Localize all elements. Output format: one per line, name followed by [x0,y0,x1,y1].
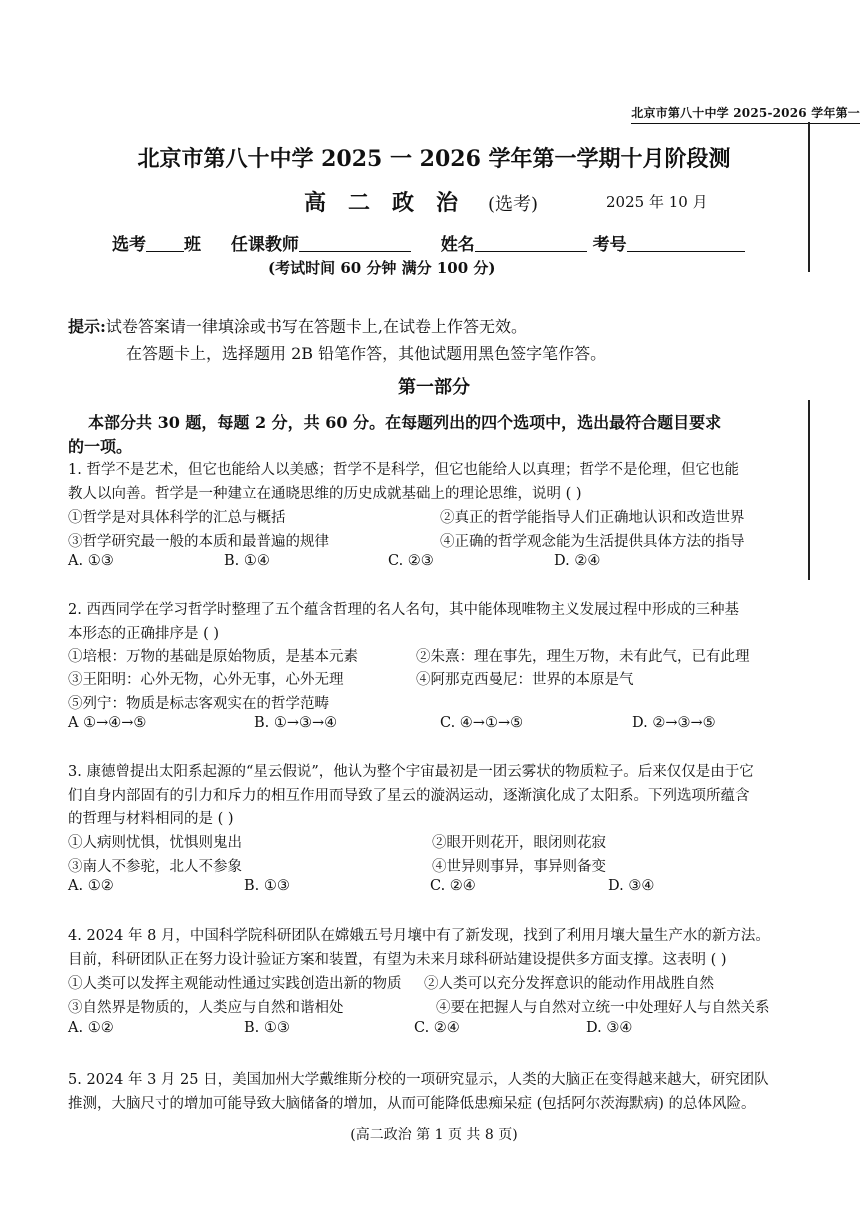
option-d: D. ②④ [554,553,601,569]
tip-label: 提示: [68,317,106,336]
subject-title: 高二政治 [304,190,481,216]
page-footer: (高二政治 第 1 页 共 8 页) [350,1127,518,1143]
question-line: 5. 2024 年 3 月 25 日，美国加州大学戴维斯分校的一项研究显示，人类的大脑正在变得越来越大，研究团队 [68,1072,769,1088]
option-b: B. ①③ [244,1020,290,1036]
option-d: D. ③④ [608,878,655,894]
statement: ②人类可以充分发挥意识的能动作用战胜自然 [424,976,714,992]
tip-text-1: 试卷答案请一律填涂或书写在答题卡上,在试卷上作答无效。 [105,317,528,336]
student-info-line [112,230,745,255]
option-b: B. ①④ [224,553,270,569]
margin-rule [808,400,810,580]
teacher-blank[interactable] [299,235,411,252]
statement: ②真正的哲学能指导人们正确地认识和改造世界 [440,510,745,526]
name-label: 姓名 [440,235,475,255]
part-intro-2: 的一项。 [68,437,133,456]
statement: ②眼开则花开，眼闭则花寂 [432,835,606,851]
question-line: 4. 2024 年 8 月，中国科学院科研团队在嫦娥五号月壤中有了新发现，找到了利用月壤大量生产水的新方法。 [68,928,770,944]
statement: ③南人不参驼，北人不参象 [68,859,242,875]
class-suffix: 班 [184,235,201,255]
option-a: A. ①② [68,878,114,894]
question-line: 推测，大脑尺寸的增加可能导致大脑储备的增加，从而可能降低患痴呆症 (包括阿尔茨海默病) 的总体风险。 [68,1096,756,1112]
part-title: 第一部分 [398,377,470,398]
statement: ⑤列宁：物质是标志客观实在的哲学范畴 [68,696,329,712]
option-c: C. ④→①→⑤ [440,715,524,731]
corner-header: 北京市第八十中学 2025-2026 学年第一 [631,104,860,124]
statement: ④要在把握人与自然对立统一中处理好人与自然关系 [436,1000,770,1016]
question-line: 3. 康德曾提出太阳系起源的“星云假说”，他认为整个宇宙最初是一团云雾状的物质粒子。后来仅仅是由于它 [68,764,754,780]
option-c: C. ②④ [414,1020,460,1036]
class-blank[interactable] [146,235,184,252]
class-label: 选考 [112,235,146,255]
statement: ①培根：万物的基础是原始物质，是基本元素 [68,649,358,665]
exam-title: 北京市第八十中学 2025 一 2026 学年第一学期十月阶段测 [137,146,731,172]
statement: ①人病则忧惧，忧惧则鬼出 [68,835,242,851]
number-blank[interactable] [627,235,745,252]
tip-line-2: 在答题卡上，选择题用 2B 铅笔作答，其他试题用黑色签字笔作答。 [126,344,607,363]
question-line: 目前，科研团队正在努力设计验证方案和装置，有望为未来月球科研站建设提供多方面支撑。这表明 ( ) [68,952,727,968]
statement: ②朱熹：理在事先，理生万物，未有此气，已有此理 [416,649,750,665]
statement: ①人类可以发挥主观能动性通过实践创造出新的物质 [68,976,402,992]
option-b: B. ①③ [244,878,290,894]
option-d: D. ②→③→⑤ [632,715,716,731]
statement: ③哲学研究最一般的本质和最普遍的规律 [68,534,329,550]
exam-date: 2025 年 10 月 [606,193,708,211]
option-b: B. ①→③→④ [254,715,338,731]
question-line: 们自身内部固有的引力和斥力的相互作用而导致了星云的漩涡运动，逐渐演化成了太阳系。下列选项所蕴含 [68,788,750,804]
option-c: C. ②③ [388,553,434,569]
question-line: 1. 哲学不是艺术，但它也能给人以美感；哲学不是科学，但它也能给人以真理；哲学不是伦理，但它也能 [68,462,739,478]
teacher-label: 任课教师 [230,235,299,255]
option-a: A ①→④→⑤ [68,715,147,731]
statement: ④正确的哲学观念能为生活提供具体方法的指导 [440,534,745,550]
question-line: 本形态的正确排序是 ( ) [68,626,220,642]
question-line: 的哲理与材料相同的是 ( ) [68,811,234,827]
statement: ①哲学是对具体科学的汇总与概括 [68,510,286,526]
number-label: 考号 [592,235,627,255]
statement: ③自然界是物质的，人类应与自然和谐相处 [68,1000,344,1016]
option-a: A. ①② [68,1020,114,1036]
statement: ④阿那克西曼尼：世界的本原是气 [416,672,634,688]
part-intro-1: 本部分共 30 题，每题 2 分，共 60 分。在每题列出的四个选项中，选出最符合题目要求 [88,413,722,432]
option-a: A. ①③ [68,553,114,569]
statement: ④世异则事异，事异则备变 [432,859,606,875]
exam-time: (考试时间 60 分钟 满分 100 分) [268,259,496,277]
subject-note: (选考) [488,194,539,215]
option-d: D. ③④ [586,1020,633,1036]
question-line: 2. 西西同学在学习哲学时整理了五个蕴含哲理的名人名句，其中能体现唯物主义发展过程中形成的三种基 [68,602,739,618]
option-c: C. ②④ [430,878,476,894]
name-blank[interactable] [475,235,587,252]
tip-line-1 [68,314,527,337]
question-line: 教人以向善。哲学是一种建立在通晓思维的历史成就基础上的理论思维，说明 ( ) [68,486,582,502]
statement: ③王阳明：心外无物，心外无事，心外无理 [68,672,344,688]
